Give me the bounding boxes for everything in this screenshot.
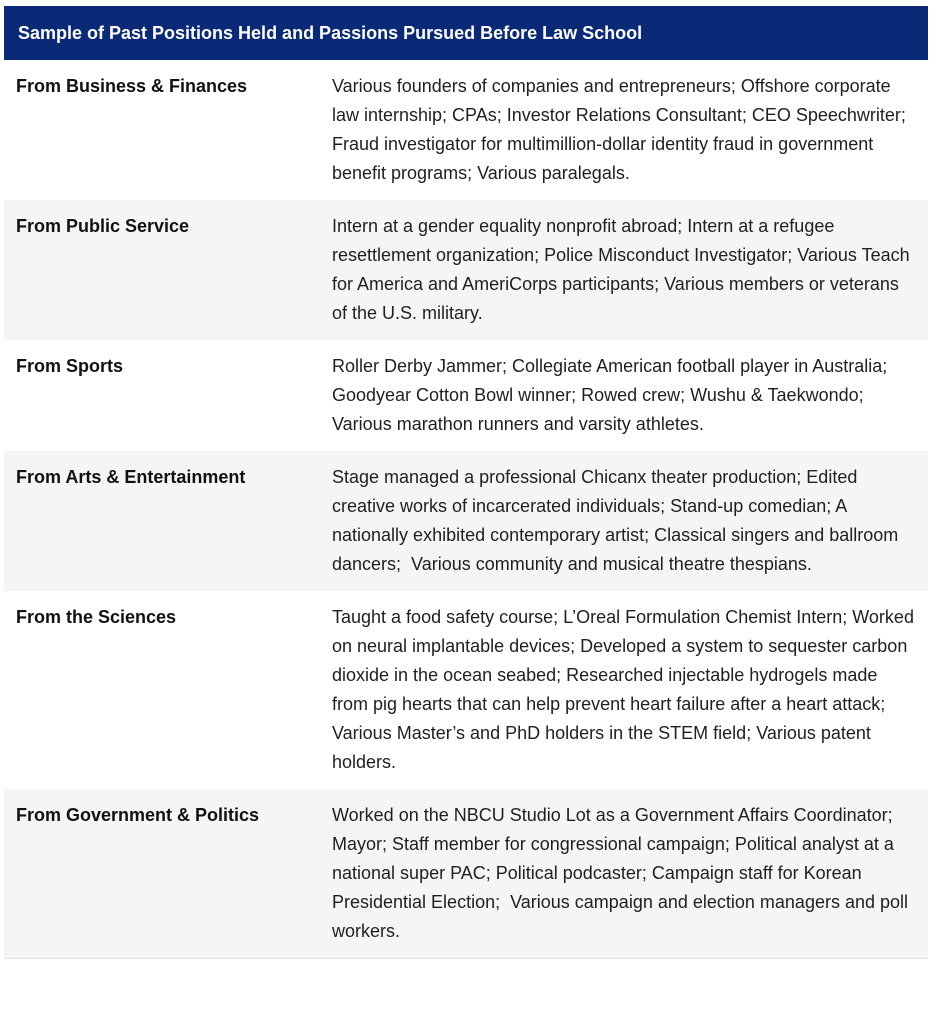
row-description: Roller Derby Jammer; Collegiate American football player in Australia; Goodyear Cotton Bowl winner; Rowed crew; Wushu & Taekwondo; Various marathon runners and varsity athletes. — [332, 356, 893, 434]
row-category: From Public Service — [16, 216, 190, 236]
table-row-government — [4, 789, 928, 958]
row-category: From Sports — [16, 356, 124, 376]
row-description: Worked on the NBCU Studio Lot as a Government Affairs Coordinator; Mayor; Staff member for congressional campaign; Political analyst at a national super PAC; Political podcaster; Campaign staff for Korean Presidential Election; Various campaign and election managers and poll workers. — [332, 805, 914, 941]
row-description: Various founders of companies and entrepreneurs; Offshore corporate law internship; CPAs; Investor Relations Consultant; CEO Speechwriter; Fraud investigator for multimillion-dollar identity fraud in government benefit programs; Various paralegals. — [332, 76, 911, 183]
table-row-sciences — [4, 591, 928, 789]
row-description: Taught a food safety course; L’Oreal Formulation Chemist Intern; Worked on neural implantable devices; Developed a system to sequester carbon dioxide in the ocean seabed; Researched injectable hydrogels made from pig hearts that can help prevent heart failure after a heart attack; Various Master’s and PhD holders in the STEM field; Various patent holders. — [332, 607, 919, 772]
table-row-sports — [4, 340, 928, 451]
row-category: From the Sciences — [16, 607, 177, 627]
positions-table — [4, 6, 928, 959]
row-category: From Government & Politics — [16, 805, 260, 825]
row-category: From Arts & Entertainment — [16, 467, 246, 487]
row-description: Stage managed a professional Chicanx theater production; Edited creative works of incarcerated individuals; Stand-up comedian; A nationally exhibited contemporary artist; Classical singers and ballroom dancers; Various community and musical theatre thespians. — [332, 467, 904, 574]
row-category: From Business & Finances — [16, 76, 248, 96]
table-row-arts — [4, 451, 928, 591]
table-row-public-service — [4, 200, 928, 340]
table-title: Sample of Past Positions Held and Passions Pursued Before Law School — [4, 6, 928, 60]
table-row-business — [4, 60, 928, 200]
row-description: Intern at a gender equality nonprofit abroad; Intern at a refugee resettlement organization; Police Misconduct Investigator; Various Teach for America and AmeriCorps participants; Various members or veterans of the U.S. military. — [332, 216, 915, 323]
